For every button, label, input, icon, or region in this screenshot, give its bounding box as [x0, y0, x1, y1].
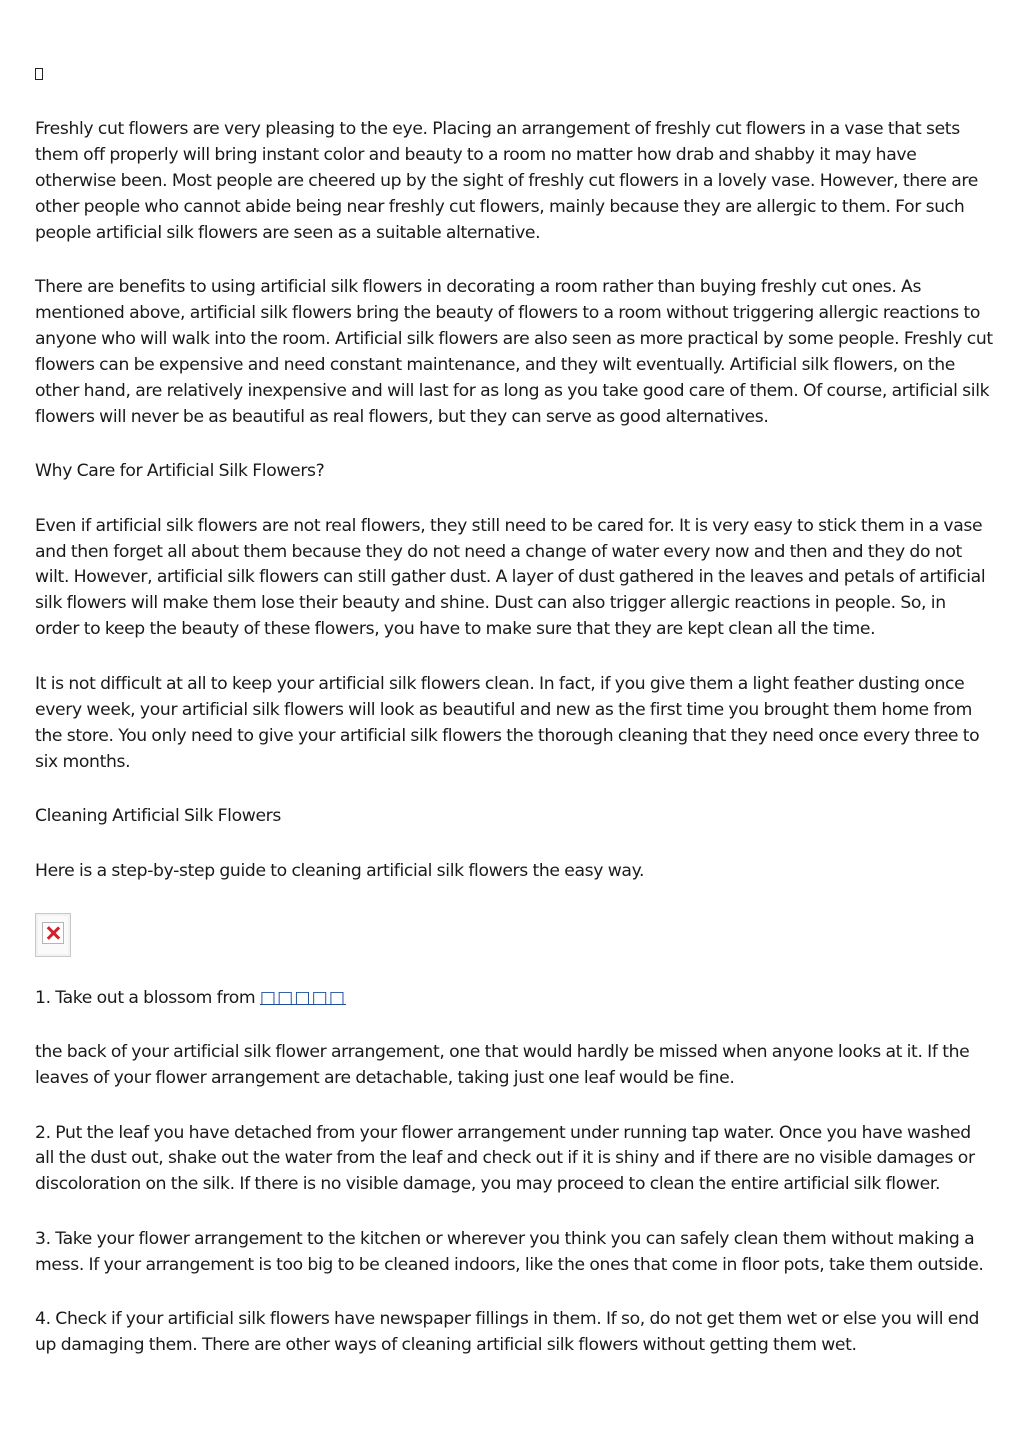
article-body: [35, 117, 993, 1388]
section-heading-why-care: Why Care for Artificial Silk Flowers?: [35, 461, 325, 482]
step-2-paragraph: 2. Put the leaf you have detached from your flower arrangement under running tap water. Once you have washed all the dust out, shake out the water from the leaf and check out if it is shiny and if there are no visible damages or discoloration on the silk. If there is no visible damage, you may proceed to clean the entire artificial silk flower.: [35, 1122, 975, 1195]
red-x-icon: [42, 922, 64, 944]
step-4-paragraph: 4. Check if your artificial silk flowers have newspaper fillings in them. If so, do not get them wet or else you will end up damaging them. There are other ways of cleaning artificial silk flowers without getting them wet.: [35, 1309, 980, 1356]
step-1-link[interactable]: □□□□□: [259, 987, 347, 1008]
benefits-paragraph: There are benefits to using artificial silk flowers in decorating a room rather than buying freshly cut ones. As mentioned above, artificial silk flowers bring the beauty of flowers to a room without triggering allergic reactions to anyone who will walk into the room. Artificial silk flowers are also seen as more practical by some people. Freshly cut flowers can be expensive and need constant maintenance, and they wilt eventually. Artificial silk flowers, on the other hand, are relatively inexpensive and will last for as long as you take good care of them. Of course, artificial silk flowers will never be as beautiful as real flowers, but they can serve as good alternatives.: [35, 277, 993, 427]
missing-glyph-icon: [35, 68, 43, 80]
dusting-paragraph: It is not difficult at all to keep your artificial silk flowers clean. In fact, if you give them a light feather dusting once every week, your artificial silk flowers will look as beautiful and new as the first time you brought them home from the store. You only need to give your artificial silk flowers the thorough cleaning that they need once every three to six months.: [35, 673, 980, 772]
guide-intro-paragraph: Here is a step-by-step guide to cleaning artificial silk flowers the easy way.: [35, 860, 645, 881]
step-1-continued-paragraph: the back of your artificial silk flower arrangement, one that would hardly be missed when anyone looks at it. If the leaves of your flower arrangement are detachable, taking just one leaf would be fine.: [35, 1042, 970, 1088]
section-heading-cleaning: Cleaning Artificial Silk Flowers: [35, 806, 281, 826]
intro-paragraph: Freshly cut flowers are very pleasing to the eye. Placing an arrangement of freshly cut flowers in a vase that sets them off properly will bring instant color and beauty to a room no matter how drab and shabby it may have otherwise been. Most people are cheered up by the sight of freshly cut flowers in a lovely vase. However, there are other people who cannot abide being near freshly cut flowers, mainly because they are allergic to them. For such people artificial silk flowers are seen as a suitable alternative.: [35, 119, 978, 243]
step-1-text: 1. Take out a blossom from: [35, 987, 260, 1008]
step-1-paragraph: [35, 986, 993, 1012]
step-3-paragraph: 3. Take your flower arrangement to the kitchen or wherever you think you can safely clean them without making a mess. If your arrangement is too big to be cleaned indoors, like the ones that come in floor pots, take them outside.: [35, 1228, 984, 1275]
broken-image-icon: [35, 913, 71, 957]
care-paragraph: Even if artificial silk flowers are not real flowers, they still need to be cared for. It is very easy to stick them in a vase and then forget all about them because they do not need a change of water every now and then and they do not wilt. However, artificial silk flowers can still gather dust. A layer of dust gathered in the leaves and petals of artificial silk flowers will make them lose their beauty and shine. Dust can also trigger allergic reactions in people. So, in order to keep the beauty of these flowers, you have to make sure that they are kept clean all the time.: [35, 515, 986, 640]
